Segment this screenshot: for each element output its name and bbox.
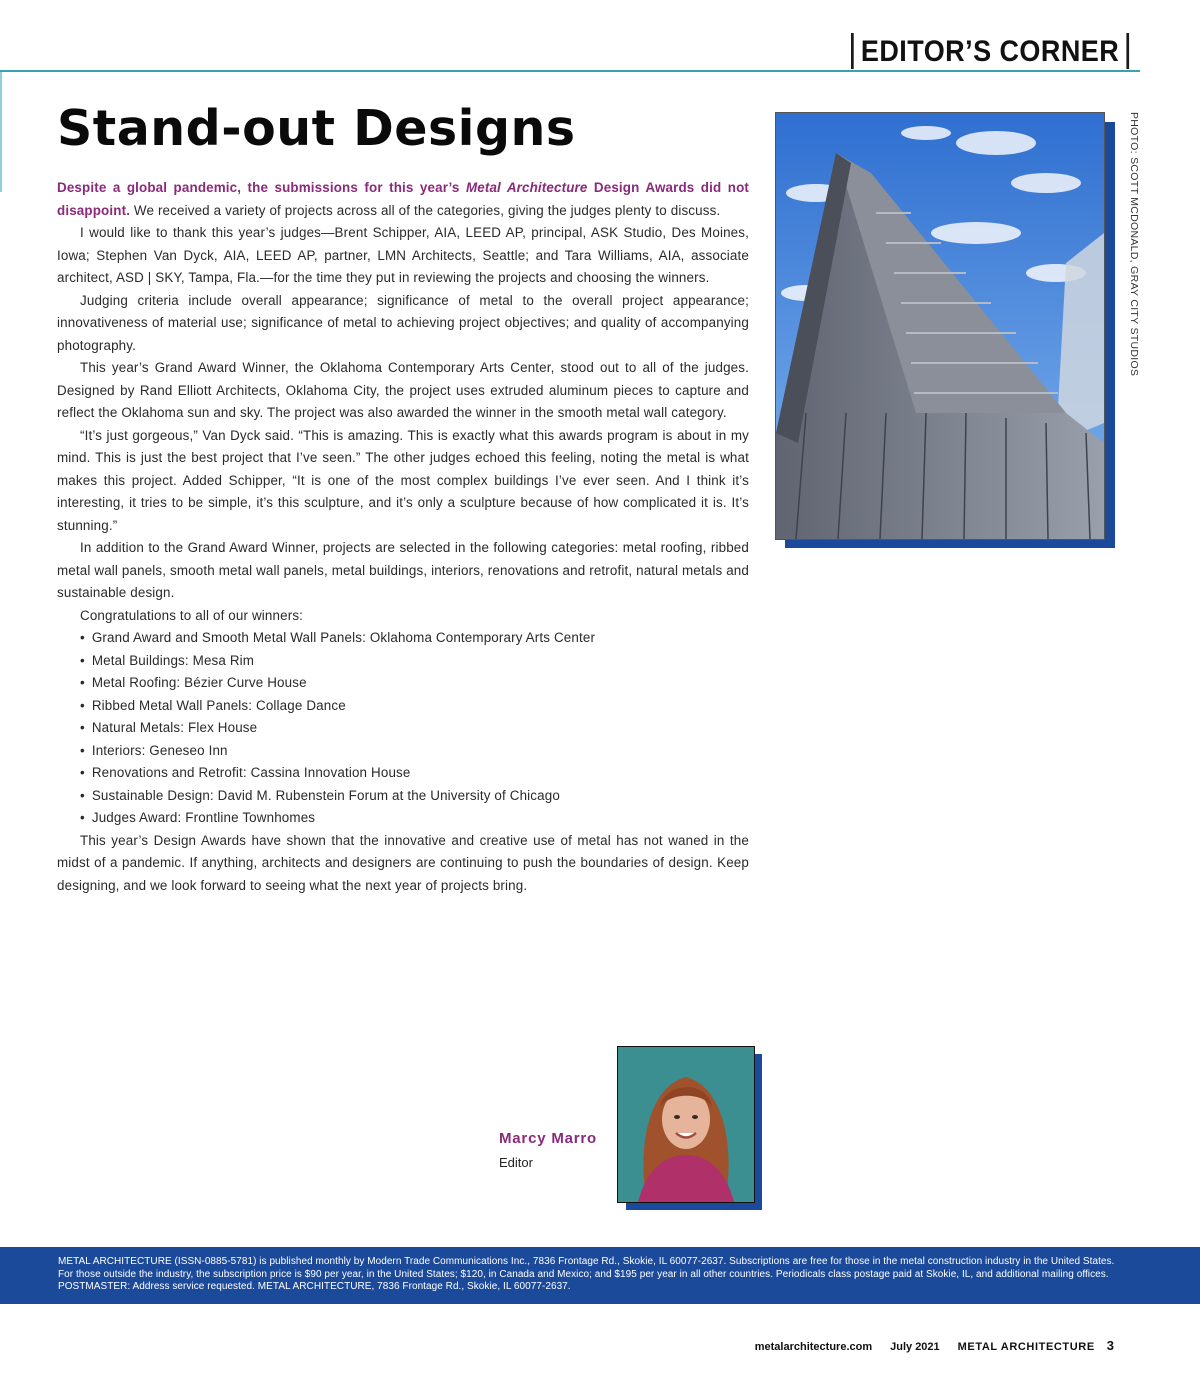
paragraph-intro: Despite a global pandemic, the submissions for this year’s Metal Architecture Design Awards did not disappoint. We received a variety of projects across all of the categories, giving the judges plenty to discuss. [57,180,750,218]
article-body [57,177,749,897]
building-photo [775,112,1105,540]
section-label: EDITOR’S CORNER [851,33,1129,69]
website-link[interactable]: metalarchitecture.com [754,1341,873,1353]
paragraph-criteria: Judging criteria include overall appearance; significance of metal to the overall project appearance; innovativeness of material use; significance of metal to achieving project objectives; and quality of accompanying photography. [57,292,749,353]
left-margin-rule [0,72,2,192]
editor-role: Editor [499,1155,533,1170]
header-rule [0,70,1140,72]
list-item: • Renovations and Retrofit: Cassina Innovation House [80,762,749,785]
page-folio [755,1338,1114,1353]
masthead-text: METAL ARCHITECTURE (ISSN-0885-5781) is published monthly by Modern Trade Communications Inc., 7836 Frontage Rd., Skokie, IL 60077-2637. Subscriptions are free for those in the metal construction industry in the United States. For those outside the industry, the subscription price is $90 per year, in the United States; $120, in Canada and Mexico; and $195 per year in all other countries. Periodicals class postage paid at Skokie, IL, and additional mailing offices. POSTMASTER: Address service requested. METAL ARCHITECTURE, 7836 Frontage Rd., Skokie, IL 60077-2637. [58,1256,1115,1292]
building-illustration [776,113,1104,539]
list-item: • Interiors: Geneseo Inn [80,740,749,763]
list-item: • Metal Buildings: Mesa Rim [80,650,749,673]
issue-date: July 2021 [890,1341,940,1353]
magazine-name-italic: Metal Architecture [465,180,588,195]
list-item: • Ribbed Metal Wall Panels: Collage Dance [80,695,749,718]
winners-list [57,627,749,830]
editor-portrait [617,1046,755,1203]
masthead-band [0,1247,1200,1304]
list-item: • Judges Award: Frontline Townhomes [80,807,749,830]
portrait-illustration [618,1047,754,1202]
list-item: • Grand Award and Smooth Metal Wall Panels: Oklahoma Contemporary Arts Center [80,627,749,650]
paragraph-congrats: Congratulations to all of our winners: [80,607,304,623]
list-item: • Metal Roofing: Bézier Curve House [80,672,749,695]
list-item: • Natural Metals: Flex House [80,717,749,740]
paragraph-categories: In addition to the Grand Award Winner, projects are selected in the following categories: metal roofing, ribbed metal wall panels, smooth metal wall panels, metal buildings, interiors, renovations and retrofit, natural metals and sustainable design. [57,540,749,600]
lead-in: Despite a global pandemic, the submissions for this year’s Metal Architecture Design Awards did not disappoint. [57,180,750,218]
paragraph-closing: This year’s Design Awards have shown that the innovative and creative use of metal has not waned in the midst of a pandemic. If anything, architects and designers are continuing to push the boundaries of design. Keep designing, and we look forward to seeing what the next year of projects bring. [57,832,749,893]
paragraph-quote: “It’s just gorgeous,” Van Dyck said. “This is amazing. This is exactly what this awards program is about in my mind. This is just the best project that I’ve seen.” The other judges echoed this feeling, noting the metal is what makes this project. Added Schipper, “It is one of the most complex buildings I’ve ever seen. And I think it’s interesting, it tries to be simple, it’s this sculpture, and it’s only a sculpture because of how complicated it is. It’s stunning.” [57,427,749,533]
page-number: 3 [1106,1338,1114,1353]
article-title: Stand-out Designs [57,100,576,157]
paragraph-judges: I would like to thank this year’s judges—Brent Schipper, AIA, LEED AP, principal, ASK Studio, Des Moines, Iowa; Stephen Van Dyck, AIA, LEED AP, partner, LMN Architects, Seattle; and Tara Williams, AIA, associate architect, ASD | SKY, Tampa, Fla.—for the time they put in reviewing the projects and choosing the winners. [57,225,749,285]
magazine-name: METAL ARCHITECTURE [957,1341,1095,1353]
paragraph-grand-award: This year’s Grand Award Winner, the Oklahoma Contemporary Arts Center, stood out to all of the judges. Designed by Rand Elliott Architects, Oklahoma City, the project uses extruded aluminum pieces to capture and reflect the Oklahoma sun and sky. The project was also awarded the winner in the smooth metal wall category. [57,360,749,420]
photo-credit: PHOTO: SCOTT MCDONALD, GRAY CITY STUDIOS [1128,112,1140,377]
editor-name: Marcy Marro [499,1130,598,1147]
list-item: • Sustainable Design: David M. Rubenstein Forum at the University of Chicago [80,785,749,808]
